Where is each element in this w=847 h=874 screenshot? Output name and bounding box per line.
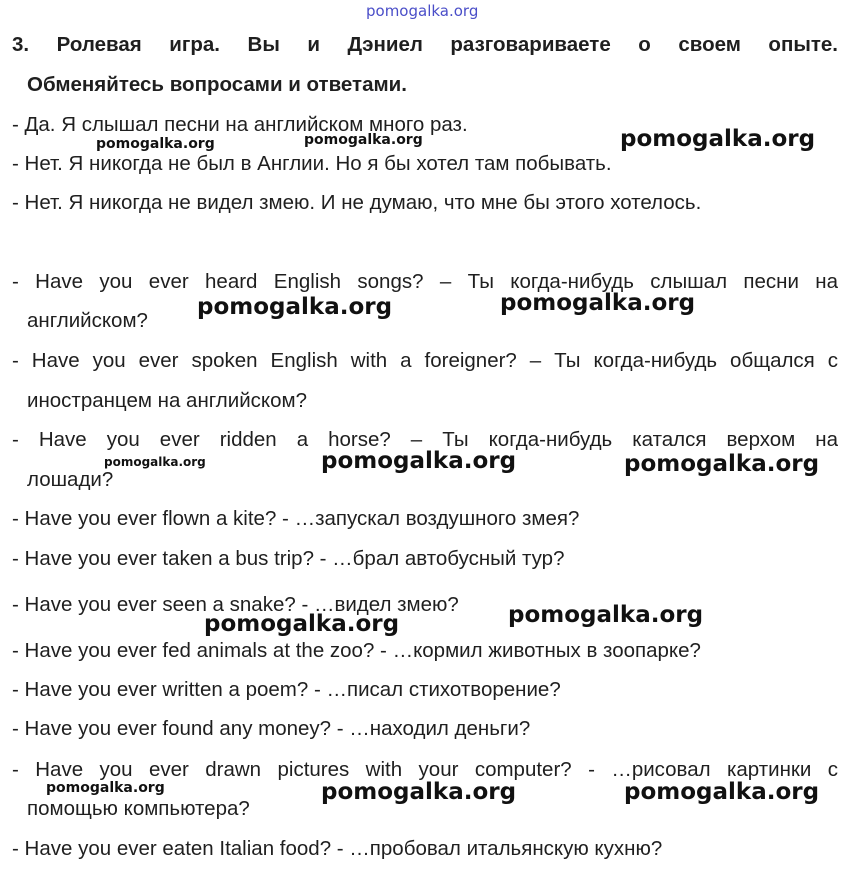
- watermark: pomogalka.org: [46, 780, 165, 796]
- question-line: - Have you ever spoken English with a foreigner? – Ты когда-нибудь общался с: [12, 349, 838, 372]
- watermark: pomogalka.org: [508, 602, 704, 628]
- watermark: pomogalka.org: [96, 136, 215, 152]
- task-title-line1: [12, 25, 838, 65]
- task-title-line2: Обменяйтесь вопросами и ответами.: [27, 73, 407, 96]
- question-line: - Have you ever flown a kite? - …запускал воздушного змея?: [12, 507, 580, 530]
- watermark: pomogalka.org: [204, 611, 400, 637]
- answer-line: - Да. Я слышал песни на английском много раз.: [12, 113, 468, 136]
- watermark: pomogalka.org: [321, 448, 517, 474]
- question-line: - Have you ever drawn pictures with your computer? - …рисовал картинки с: [12, 758, 838, 781]
- watermark: pomogalka.org: [624, 779, 820, 805]
- question-line: - Have you ever ridden a horse? – Ты когда-нибудь катался верхом на: [12, 428, 838, 451]
- question-line: - Have you ever written a poem? - …писал стихотворение?: [12, 678, 561, 701]
- watermark: pomogalka.org: [321, 779, 517, 805]
- question-line: - Have you ever fed animals at the zoo? - …кормил животных в зоопарке?: [12, 639, 701, 662]
- question-line: английском?: [27, 309, 148, 332]
- question-line: лошади?: [27, 468, 114, 491]
- question-line: - Have you ever taken a bus trip? - …брал автобусный тур?: [12, 547, 565, 570]
- question-line: - Have you ever heard English songs? – Ты когда-нибудь слышал песни на: [12, 270, 838, 293]
- task-title-text: Ролевая игра. Вы и Дэниел разговариваете о своем опыте.: [56, 33, 838, 56]
- answer-line: - Нет. Я никогда не видел змею. И не думаю, что мне бы этого хотелось.: [12, 191, 702, 214]
- watermark: pomogalka.org: [304, 132, 423, 148]
- question-line: - Have you ever seen a snake? - …видел змею?: [12, 593, 459, 616]
- question-line: иностранцем на английском?: [27, 389, 308, 412]
- task-number: 3.: [12, 33, 30, 56]
- watermark: pomogalka.org: [620, 126, 816, 152]
- watermark-top: pomogalka.org: [366, 2, 479, 20]
- watermark: pomogalka.org: [624, 451, 820, 477]
- question-line: помощью компьютера?: [27, 797, 250, 820]
- watermark: pomogalka.org: [500, 290, 696, 316]
- watermark: pomogalka.org: [104, 455, 206, 469]
- question-line: - Have you ever eaten Italian food? - …пробовал итальянскую кухню?: [12, 837, 663, 860]
- answer-line: - Нет. Я никогда не был в Англии. Но я бы хотел там побывать.: [12, 152, 612, 175]
- question-line: - Have you ever found any money? - …находил деньги?: [12, 717, 531, 740]
- watermark: pomogalka.org: [197, 294, 393, 320]
